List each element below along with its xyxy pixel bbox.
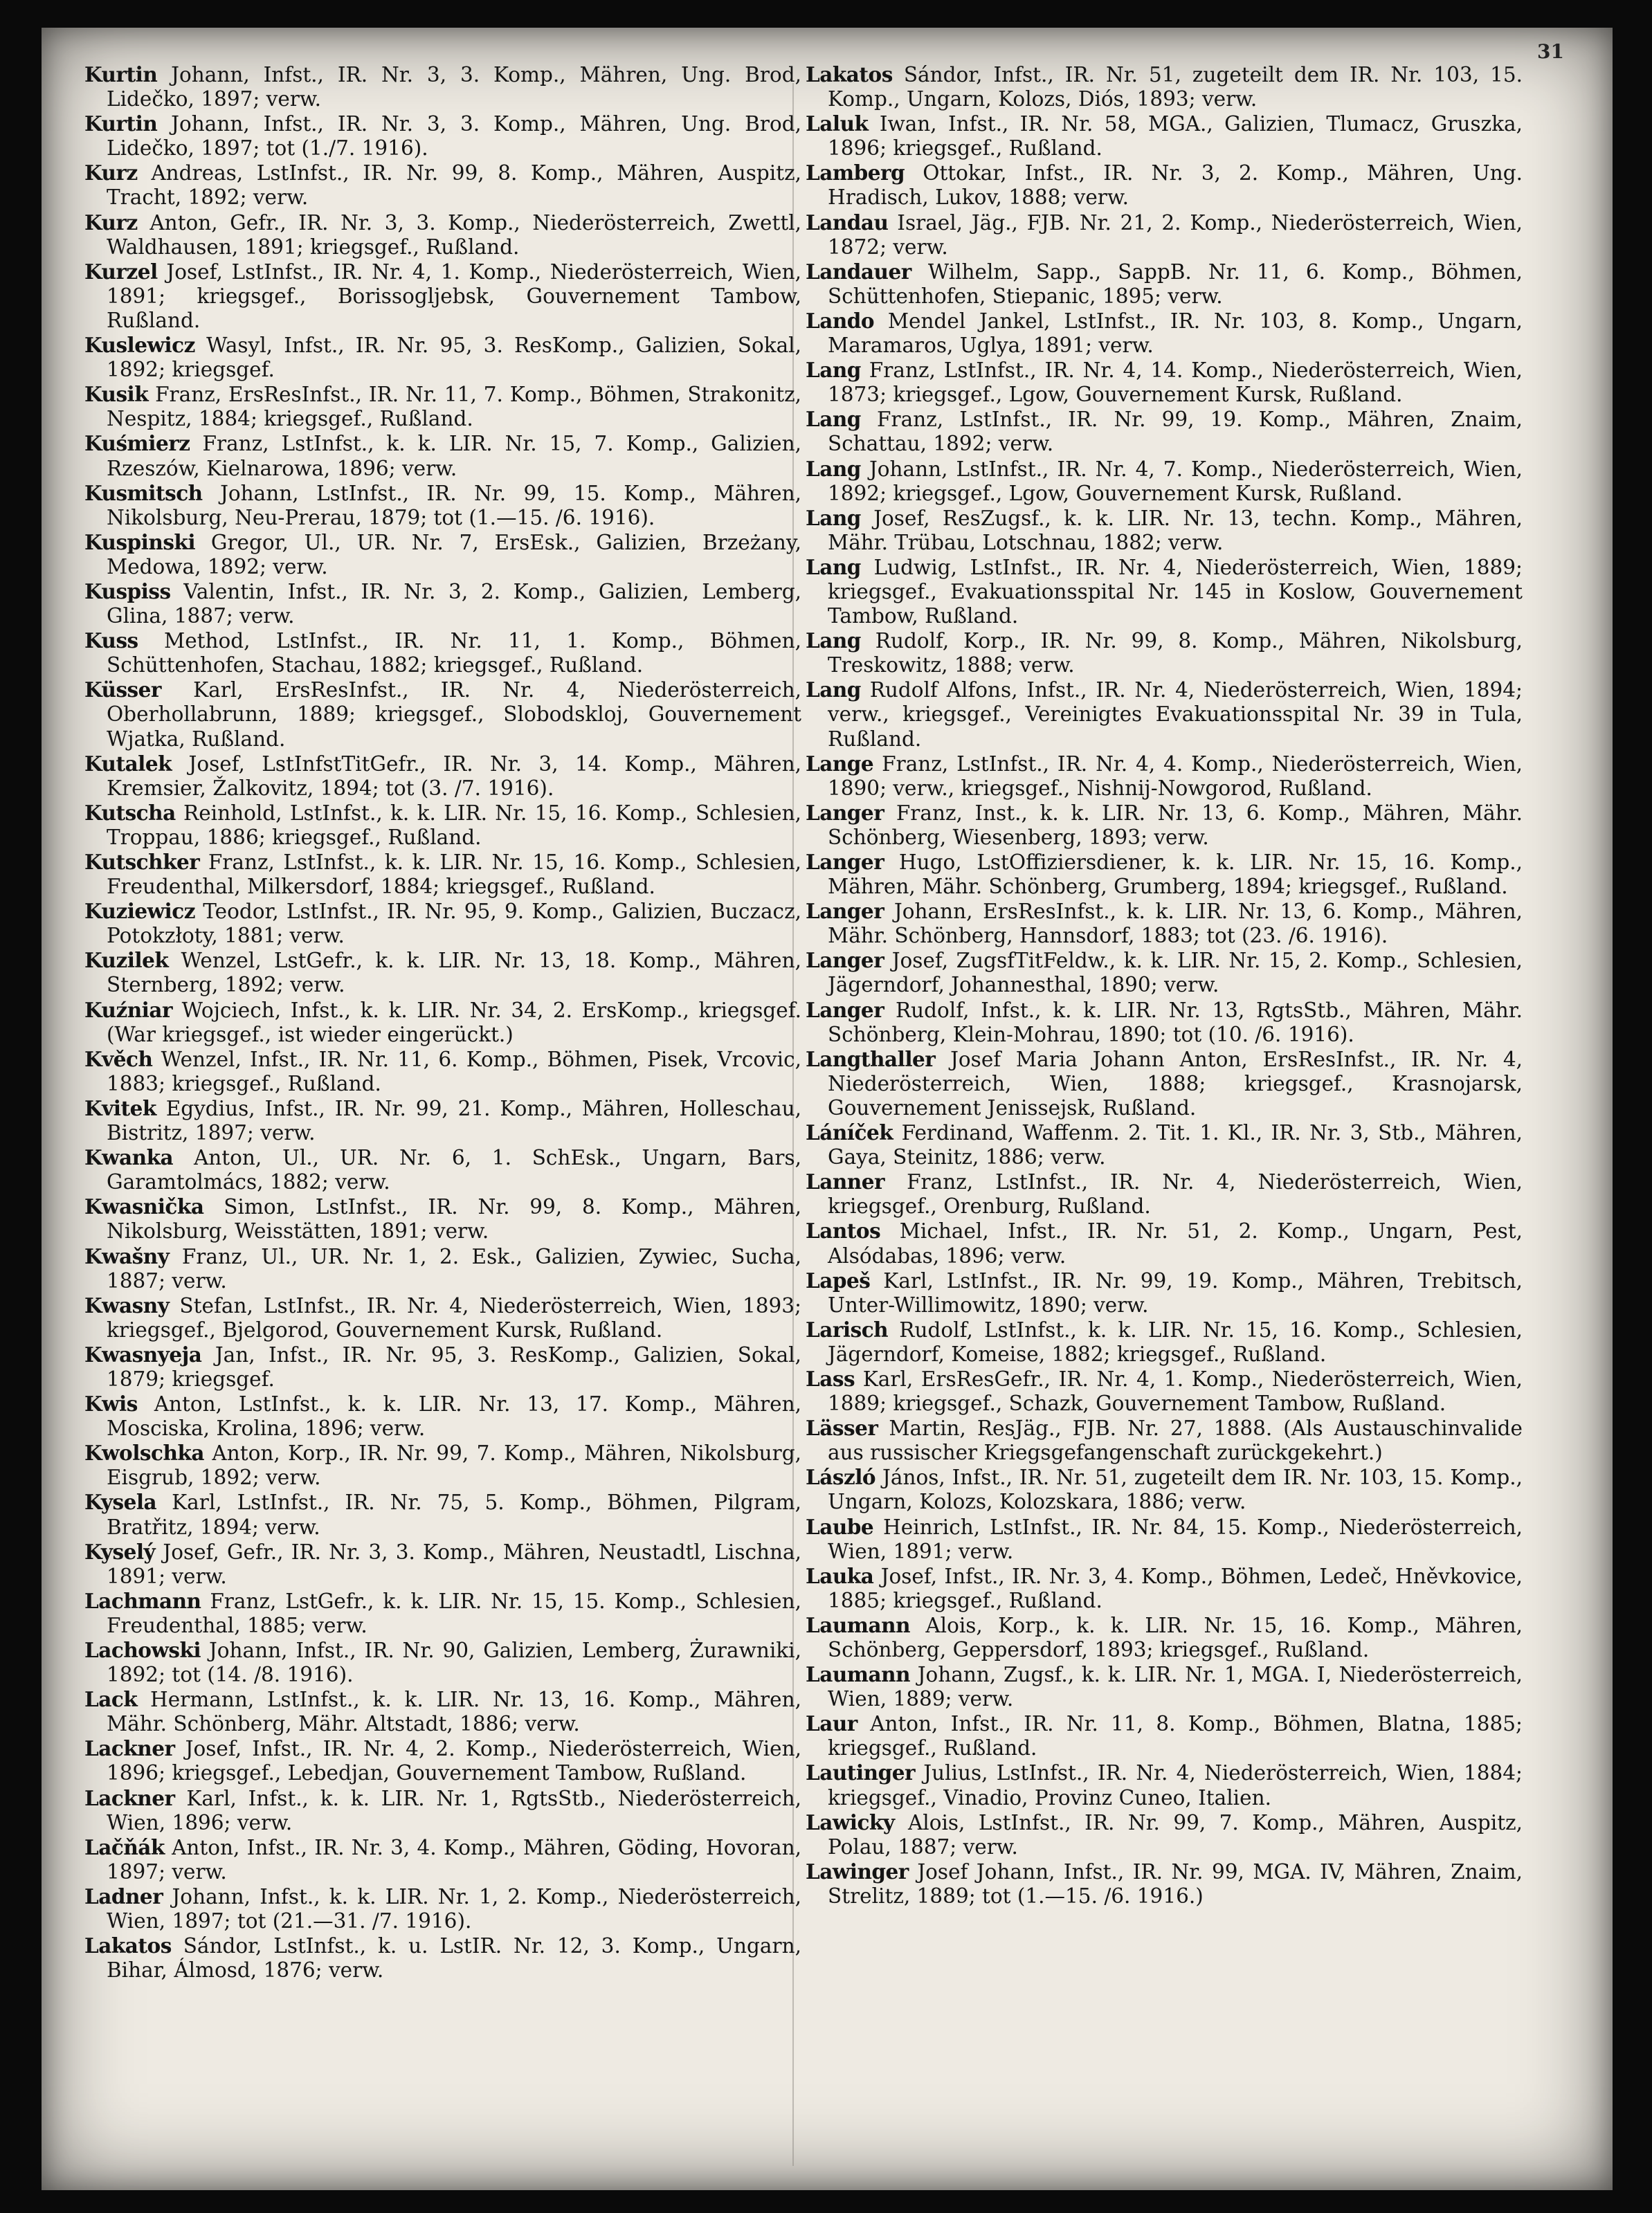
register-entry (806, 1515, 1523, 1564)
entry-surname: Lang (806, 456, 861, 481)
entry-details: Johann, Infst., IR. Nr. 3, 3. Komp., Mähren, Ung. Brod, Lidečko, 1897; verw. (107, 63, 801, 111)
entry-surname: Lachowski (84, 1638, 201, 1662)
entry-surname: Lautinger (806, 1760, 916, 1785)
register-entry (84, 850, 801, 899)
register-entry (806, 1662, 1523, 1711)
entry-surname: Lanner (806, 1169, 885, 1194)
register-entry (806, 1219, 1523, 1268)
register-entry (806, 1318, 1523, 1367)
entry-surname: Láníček (806, 1120, 893, 1145)
entry-details: Josef Johann, Infst., IR. Nr. 99, MGA. IV, Mähren, Znaim, Strelitz, 1889; tot (1.—15. /6. 1916.) (828, 1859, 1523, 1908)
register-entry (84, 530, 801, 579)
entry-surname: Kurz (84, 161, 138, 185)
register-entry (806, 1859, 1523, 1909)
entry-surname: Lange (806, 751, 874, 776)
register-entry (84, 1540, 801, 1589)
entry-surname: Kwasnyeja (84, 1342, 202, 1367)
entry-details: Julius, LstInfst., IR. Nr. 4, Niederösterreich, Wien, 1884; kriegsgef., Vinadio, Provinz Cuneo, Italien. (828, 1761, 1523, 1810)
entry-details: Rudolf, Korp., IR. Nr. 99, 8. Komp., Mähren, Nikolsburg, Treskowitz, 1888; verw. (828, 629, 1523, 677)
entry-surname: Laumann (806, 1612, 911, 1637)
entry-details: Johann, LstInfst., IR. Nr. 4, 7. Komp., Niederösterreich, Wien, 1892; kriegsgef., Lgow, Gouvernement Kursk, Rußland. (828, 457, 1523, 505)
entry-details: Josef, LstInfstTitGefr., IR. Nr. 3, 14. Komp., Mähren, Kremsier, Žalkovitz, 1894; tot (3. /7. 1916). (107, 752, 801, 800)
entry-details: Johann, Infst., k. k. LIR. Nr. 1, 2. Komp., Niederösterreich, Wien, 1897; tot (21.—31. /7. 1916). (107, 1884, 801, 1933)
entry-details: Anton, Gefr., IR. Nr. 3, 3. Komp., Niederösterreich, Zwettl, Waldhausen, 1891; kriegsgef., Rußland. (107, 210, 801, 259)
entry-surname: Lachmann (84, 1588, 201, 1613)
entry-surname: Kwašny (84, 1244, 170, 1268)
entry-surname: Lang (806, 628, 861, 653)
entry-details: Hugo, LstOffiziersdiener, k. k. LIR. Nr. 15, 16. Komp., Mähren, Mähr. Schönberg, Grumberg, 1894; kriegsgef., Rußland. (828, 850, 1523, 899)
entry-details: Franz, LstInfst., k. k. LIR. Nr. 15, 16. Komp., Schlesien, Freudenthal, Milkersdorf, 1884; kriegsgef., Rußland. (107, 850, 801, 899)
entry-details: Johann, Infst., IR. Nr. 3, 3. Komp., Mähren, Ung. Brod, Lidečko, 1897; tot (1./7. 1916). (107, 112, 801, 161)
entry-surname: Kutschker (84, 850, 200, 874)
entry-surname: Lack (84, 1687, 138, 1712)
entry-details: Rudolf, LstInfst., k. k. LIR. Nr. 15, 16. Komp., Schlesien, Jägerndorf, Komeise, 1882; kriegsgef., Rußland. (828, 1318, 1523, 1366)
register-entry (84, 899, 801, 948)
entry-surname: Kyselý (84, 1539, 156, 1564)
entry-details: Andreas, LstInfst., IR. Nr. 99, 8. Komp., Mähren, Auspitz, Tracht, 1892; verw. (107, 161, 801, 210)
entry-surname: Kusmitsch (84, 480, 203, 505)
entry-details: Josef Maria Johann Anton, ErsResInfst., IR. Nr. 4, Niederösterreich, Wien, 1888; kriegsgef., Krasnojarsk, Gouvernement Jenissejsk, Rußland. (828, 1047, 1523, 1120)
register-entry (806, 1760, 1523, 1810)
entry-details: Franz, ErsResInfst., IR. Nr. 11, 7. Komp., Böhmen, Strakonitz, Nespitz, 1884; kriegsgef., Rußland. (107, 383, 801, 431)
entry-details: Alois, LstInfst., IR. Nr. 99, 7. Komp., Mähren, Auspitz, Polau, 1887; verw. (828, 1810, 1523, 1859)
entry-surname: Kvěch (84, 1046, 153, 1071)
entry-surname: Laube (806, 1514, 874, 1539)
entry-surname: Kvitek (84, 1095, 156, 1120)
register-entry (84, 998, 801, 1047)
register-entry (806, 210, 1523, 259)
entry-surname: Lauka (806, 1563, 874, 1588)
entry-surname: Kwasnička (84, 1194, 204, 1219)
register-entry (806, 1613, 1523, 1662)
entry-details: Wilhelm, Sapp., SappB. Nr. 11, 6. Komp., Böhmen, Schüttenhofen, Stiepanic, 1895; verw. (828, 259, 1523, 308)
register-entry (84, 1392, 801, 1441)
register-entry (806, 161, 1523, 210)
register-entry (84, 1342, 801, 1392)
entry-details: Josef, Infst., IR. Nr. 3, 4. Komp., Böhmen, Ledeč, Hněvkovice, 1885; kriegsgef., Rußland. (828, 1564, 1523, 1612)
entry-surname: Lässer (806, 1416, 878, 1441)
register-entry (84, 333, 801, 382)
entry-surname: Landauer (806, 259, 911, 284)
register-entry (84, 801, 801, 850)
entry-surname: Lamberg (806, 161, 905, 185)
entry-details: Ludwig, LstInfst., IR. Nr. 4, Niederösterreich, Wien, 1889; kriegsgef., Evakuationsspital Nr. 145 in Koslow, Gouvernement Tambow, Rußland. (828, 555, 1523, 628)
entry-details: János, Infst., IR. Nr. 51, zugeteilt dem IR. Nr. 103, 15. Komp., Ungarn, Kolozs, Kolozskara, 1886; verw. (828, 1466, 1523, 1514)
register-entry (84, 382, 801, 431)
document-page (42, 28, 1613, 2190)
entry-details: Franz, LstInfst., IR. Nr. 4, Niederösterreich, Wien, kriegsgef., Orenburg, Rußland. (828, 1170, 1523, 1219)
register-entry (84, 1047, 801, 1096)
entry-surname: Kwis (84, 1392, 138, 1417)
entry-surname: Larisch (806, 1317, 889, 1342)
entry-details: Wenzel, LstGefr., k. k. LIR. Nr. 13, 18. Komp., Mähren, Sternberg, 1892; verw. (107, 949, 801, 997)
register-entry (806, 1169, 1523, 1219)
entry-surname: Kuss (84, 628, 138, 653)
register-entry (806, 1416, 1523, 1465)
entry-surname: Kurz (84, 210, 138, 235)
entry-surname: Langer (806, 899, 884, 924)
register-entry (806, 1711, 1523, 1760)
entry-details: Karl, LstInfst., IR. Nr. 75, 5. Komp., Böhmen, Pilgram, Bratřitz, 1894; verw. (107, 1491, 801, 1539)
entry-details: Simon, LstInfst., IR. Nr. 99, 8. Komp., Mähren, Nikolsburg, Weisstätten, 1891; verw. (107, 1195, 801, 1244)
register-entry (806, 1120, 1523, 1169)
entry-surname: Küsser (84, 677, 161, 702)
entry-details: Michael, Infst., IR. Nr. 51, 2. Komp., Ungarn, Pest, Alsódabas, 1896; verw. (828, 1219, 1523, 1268)
entry-surname: Kusik (84, 382, 149, 407)
entry-details: Anton, Infst., IR. Nr. 11, 8. Komp., Böhmen, Blatna, 1885; kriegsgef., Rußland. (828, 1712, 1523, 1760)
entry-surname: Kuslewicz (84, 333, 195, 358)
register-entry (84, 481, 801, 530)
entry-details: Franz, LstInfst., IR. Nr. 4, 14. Komp., Niederösterreich, Wien, 1873; kriegsgef., Lgow, Gouvernement Kursk, Rußland. (828, 358, 1523, 407)
register-entry (84, 1293, 801, 1342)
register-entry (806, 948, 1523, 997)
register-entry (806, 1367, 1523, 1416)
entry-details: Karl, ErsResInfst., IR. Nr. 4, Niederösterreich, Oberhollabrunn, 1889; kriegsgef., Slobodskloj, Gouvernement Wjatka, Rußland. (107, 678, 801, 751)
register-entry (84, 948, 801, 997)
register-entry (84, 111, 801, 161)
register-entry (84, 1638, 801, 1687)
register-entry (84, 1244, 801, 1293)
entry-details: Franz, LstInfst., IR. Nr. 4, 4. Komp., Niederösterreich, Wien, 1890; verw., kriegsgef., Nishnij-Nowgorod, Rußland. (828, 752, 1523, 800)
entry-surname: Langer (806, 948, 884, 973)
entry-details: Josef, Gefr., IR. Nr. 3, 3. Komp., Mähren, Neustadtl, Lischna, 1891; verw. (107, 1540, 801, 1588)
register-entry (806, 506, 1523, 555)
entry-details: Rudolf, Infst., k. k. LIR. Nr. 13, RgtsStb., Mähren, Mähr. Schönberg, Klein-Mohrau, 1890; tot (10. /6. 1916). (828, 998, 1523, 1046)
entry-details: Iwan, Infst., IR. Nr. 58, MGA., Galizien, Tlumacz, Gruszka, 1896; kriegsgef., Rußland. (828, 112, 1523, 161)
entry-details: Rudolf Alfons, Infst., IR. Nr. 4, Niederösterreich, Wien, 1894; verw., kriegsgef., Vereinigtes Evakuationsspital Nr. 39 in Tula, Rußland. (828, 678, 1523, 751)
entry-surname: Kutalek (84, 751, 172, 776)
register-entry (84, 1194, 801, 1244)
entry-details: Anton, Korp., IR. Nr. 99, 7. Komp., Mähren, Nikolsburg, Eisgrub, 1892; verw. (107, 1441, 801, 1490)
register-entry (84, 1490, 801, 1539)
register-entry (806, 555, 1523, 628)
entry-surname: Langer (806, 800, 884, 825)
entry-details: Karl, Infst., k. k. LIR. Nr. 1, RgtsStb., Niederösterreich, Wien, 1896; verw. (107, 1786, 801, 1834)
entry-details: Israel, Jäg., FJB. Nr. 21, 2. Komp., Niederösterreich, Wien, 1872; verw. (828, 210, 1523, 259)
entry-details: Anton, Ul., UR. Nr. 6, 1. SchEsk., Ungarn, Bars, Garamtolmács, 1882; verw. (107, 1146, 801, 1194)
register-entry (806, 752, 1523, 801)
entry-details: Josef, ZugsfTitFeldw., k. k. LIR. Nr. 15, 2. Komp., Schlesien, Jägerndorf, Johannesthal, 1890; verw. (828, 949, 1523, 997)
entry-surname: Kuśmierz (84, 431, 190, 456)
entry-surname: Kuspiss (84, 579, 171, 603)
entry-surname: Kuzilek (84, 948, 169, 973)
entry-surname: Lakatos (806, 62, 893, 86)
entry-details: Johann, ErsResInfst., k. k. LIR. Nr. 13, 6. Komp., Mähren, Mähr. Schönberg, Hannsdorf, 1883; tot (23. /6. 1916). (828, 900, 1523, 948)
entry-details: Gregor, Ul., UR. Nr. 7, ErsEsk., Galizien, Brzeżany, Medowa, 1892; verw. (107, 530, 801, 579)
entry-details: Franz, LstInfst., IR. Nr. 99, 19. Komp., Mähren, Znaim, Schattau, 1892; verw. (828, 408, 1523, 456)
left-column (84, 62, 801, 1983)
entry-surname: Laumann (806, 1662, 911, 1687)
register-entry (84, 1145, 801, 1194)
entry-surname: Lackner (84, 1785, 175, 1810)
entry-details: Wasyl, Infst., IR. Nr. 95, 3. ResKomp., Galizien, Sokal, 1892; kriegsgef. (107, 334, 801, 382)
entry-details: Wojciech, Infst., k. k. LIR. Nr. 34, 2. ErsKomp., kriegsgef. (War kriegsgef., ist wieder eingerückt.) (107, 998, 801, 1046)
entry-details: Alois, Korp., k. k. LIR. Nr. 15, 16. Komp., Mähren, Schönberg, Geppersdorf, 1893; kriegsgef., Rußland. (828, 1613, 1523, 1661)
entry-surname: Kurzel (84, 259, 158, 284)
register-entry (84, 1884, 801, 1933)
register-entry (84, 1589, 801, 1638)
entry-details: Martin, ResJäg., FJB. Nr. 27, 1888. (Als Austauschinvalide aus russischer Kriegsgefangenschaft zurückgekehrt.) (828, 1417, 1523, 1465)
register-entry (84, 210, 801, 259)
entry-details: Franz, Inst., k. k. LIR. Nr. 13, 6. Komp., Mähren, Mähr. Schönberg, Wiesenberg, 1893; verw. (828, 801, 1523, 849)
entry-surname: Lass (806, 1366, 855, 1391)
entry-surname: Lang (806, 358, 861, 383)
register-entry (84, 1441, 801, 1490)
entry-details: Johann, Infst., IR. Nr. 90, Galizien, Lemberg, Żurawniki, 1892; tot (14. /8. 1916). (107, 1639, 801, 1687)
register-entry (84, 161, 801, 210)
entry-surname: Kuziewicz (84, 899, 195, 924)
entry-surname: Langer (806, 997, 884, 1022)
entry-surname: Lando (806, 308, 875, 333)
register-entry (84, 628, 801, 677)
entry-details: Wenzel, Infst., IR. Nr. 11, 6. Komp., Böhmen, Pisek, Vrcovic, 1883; kriegsgef., Rußland. (107, 1047, 801, 1095)
entry-details: Mendel Jankel, LstInfst., IR. Nr. 103, 8. Komp., Ungarn, Maramaros, Uglya, 1891; verw. (828, 309, 1523, 358)
entry-details: Sándor, Infst., IR. Nr. 51, zugeteilt dem IR. Nr. 103, 15. Komp., Ungarn, Kolozs, Diós, 1893; verw. (828, 63, 1523, 111)
register-entry (84, 1933, 801, 1983)
entry-surname: Langer (806, 850, 884, 874)
entry-surname: Langthaller (806, 1046, 936, 1071)
register-entry (806, 1564, 1523, 1613)
entry-details: Jan, Infst., IR. Nr. 95, 3. ResKomp., Galizien, Sokal, 1879; kriegsgef. (107, 1342, 801, 1391)
register-entry (84, 1096, 801, 1145)
page-corner-mark: 31 (1537, 40, 1564, 63)
entry-surname: Lang (806, 407, 861, 432)
right-column (806, 62, 1523, 1909)
register-entry (806, 801, 1523, 850)
entry-details: Josef, Infst., IR. Nr. 4, 2. Komp., Niederösterreich, Wien, 1896; kriegsgef., Lebedjan, Gouvernement Tambow, Rußland. (107, 1737, 801, 1785)
register-entry (84, 1835, 801, 1884)
register-entry (84, 259, 801, 333)
register-entry (806, 899, 1523, 948)
entry-details: Method, LstInfst., IR. Nr. 11, 1. Komp., Böhmen, Schüttenhofen, Stachau, 1882; kriegsgef., Rußland. (107, 629, 801, 677)
entry-details: Josef, ResZugsf., k. k. LIR. Nr. 13, techn. Komp., Mähren, Mähr. Trübau, Lotschnau, 1882; verw. (828, 506, 1523, 554)
entry-surname: Laluk (806, 111, 869, 136)
entry-details: Stefan, LstInfst., IR. Nr. 4, Niederösterreich, Wien, 1893; kriegsgef., Bjelgorod, Gouvernement Kursk, Rußland. (107, 1293, 801, 1342)
entry-details: Anton, Infst., IR. Nr. 3, 4. Komp., Mähren, Göding, Hovoran, 1897; verw. (107, 1835, 801, 1884)
entry-details: Egydius, Infst., IR. Nr. 99, 21. Komp., Mähren, Holleschau, Bistritz, 1897; verw. (107, 1096, 801, 1145)
entry-surname: Lawicky (806, 1810, 895, 1834)
entry-surname: Kwanka (84, 1145, 174, 1170)
entry-details: Ferdinand, Waffenm. 2. Tit. 1. Kl., IR. Nr. 3, Stb., Mähren, Gaya, Steinitz, 1886; verw. (828, 1121, 1523, 1169)
register-entry (806, 850, 1523, 899)
register-entry (806, 628, 1523, 677)
register-entry (84, 677, 801, 751)
entry-surname: Lang (806, 505, 861, 530)
register-entry (84, 1736, 801, 1785)
entry-details: Johann, LstInfst., IR. Nr. 99, 15. Komp., Mähren, Nikolsburg, Neu-Prerau, 1879; tot (1.—15. /6. 1916). (107, 481, 801, 529)
entry-surname: Kwolschka (84, 1441, 204, 1466)
entry-surname: Lakatos (84, 1933, 172, 1958)
entry-surname: Kysela (84, 1490, 157, 1515)
entry-surname: László (806, 1465, 876, 1490)
entry-surname: Lapeš (806, 1268, 871, 1293)
entry-details: Valentin, Infst., IR. Nr. 3, 2. Komp., Galizien, Lemberg, Glina, 1887; verw. (107, 579, 801, 628)
entry-details: Hermann, LstInfst., k. k. LIR. Nr. 13, 16. Komp., Mähren, Mähr. Schönberg, Mähr. Altstadt, 1886; verw. (107, 1688, 801, 1736)
register-entry (84, 62, 801, 111)
entry-surname: Lang (806, 554, 861, 579)
entry-surname: Lačňák (84, 1834, 165, 1859)
entry-details: Ottokar, Infst., IR. Nr. 3, 2. Komp., Mähren, Ung. Hradisch, Lukov, 1888; verw. (828, 161, 1523, 210)
entry-surname: Ladner (84, 1884, 163, 1909)
entry-details: Johann, Zugsf., k. k. LIR. Nr. 1, MGA. I, Niederösterreich, Wien, 1889; verw. (828, 1663, 1523, 1711)
entry-details: Heinrich, LstInfst., IR. Nr. 84, 15. Komp., Niederösterreich, Wien, 1891; verw. (828, 1515, 1523, 1563)
register-entry (84, 752, 801, 801)
entry-details: Reinhold, LstInfst., k. k. LIR. Nr. 15, 16. Komp., Schlesien, Troppau, 1886; kriegsgef., Rußland. (107, 801, 801, 849)
register-entry (84, 431, 801, 480)
entry-details: Franz, LstGefr., k. k. LIR. Nr. 15, 15. Komp., Schlesien, Freudenthal, 1885; verw. (107, 1589, 801, 1637)
register-entry (84, 579, 801, 628)
entry-surname: Lawinger (806, 1859, 909, 1884)
entry-details: Franz, LstInfst., k. k. LIR. Nr. 15, 7. Komp., Galizien, Rzeszów, Kielnarowa, 1896; verw. (107, 432, 801, 480)
entry-details: Karl, ErsResGefr., IR. Nr. 4, 1. Komp., Niederösterreich, Wien, 1889; kriegsgef., Schazk, Gouvernement Tambow, Rußland. (828, 1367, 1523, 1416)
register-entry (806, 111, 1523, 161)
register-entry (806, 1047, 1523, 1120)
register-entry (84, 1786, 801, 1835)
register-entry (84, 1687, 801, 1736)
entry-details: Teodor, LstInfst., IR. Nr. 95, 9. Komp., Galizien, Buczacz, Potokzłoty, 1881; verw. (107, 900, 801, 948)
entry-surname: Laur (806, 1711, 857, 1736)
entry-details: Anton, LstInfst., k. k. LIR. Nr. 13, 17. Komp., Mähren, Mosciska, Krolina, 1896; verw. (107, 1392, 801, 1441)
entry-details: Sándor, LstInfst., k. u. LstIR. Nr. 12, 3. Komp., Ungarn, Bihar, Álmosd, 1876; verw. (107, 1934, 801, 1983)
register-entry (806, 1268, 1523, 1318)
entry-surname: Kutscha (84, 800, 176, 825)
register-entry (806, 358, 1523, 407)
register-entry (806, 998, 1523, 1047)
register-entry (806, 1465, 1523, 1514)
entry-surname: Kwasny (84, 1293, 170, 1318)
entry-details: Josef, LstInfst., IR. Nr. 4, 1. Komp., Niederösterreich, Wien, 1891; kriegsgef., Borissogljebsk, Gouvernement Tambow, Rußland. (107, 259, 801, 332)
entry-surname: Kuźniar (84, 997, 173, 1022)
register-entry (806, 407, 1523, 456)
register-entry (806, 457, 1523, 506)
register-entry (806, 309, 1523, 358)
entry-surname: Lantos (806, 1219, 881, 1244)
register-entry (806, 1810, 1523, 1859)
entry-surname: Lang (806, 677, 861, 702)
register-entry (806, 677, 1523, 751)
entry-surname: Kurtin (84, 111, 158, 136)
entry-surname: Kuspinski (84, 529, 196, 554)
entry-details: Karl, LstInfst., IR. Nr. 99, 19. Komp., Mähren, Trebitsch, Unter-Willimowitz, 1890; verw. (828, 1268, 1523, 1317)
entry-surname: Kurtin (84, 62, 158, 86)
register-entry (806, 259, 1523, 309)
entry-surname: Lackner (84, 1736, 175, 1761)
entry-surname: Landau (806, 210, 889, 235)
entry-details: Franz, Ul., UR. Nr. 1, 2. Esk., Galizien, Zywiec, Sucha, 1887; verw. (107, 1244, 801, 1293)
register-entry (806, 62, 1523, 111)
